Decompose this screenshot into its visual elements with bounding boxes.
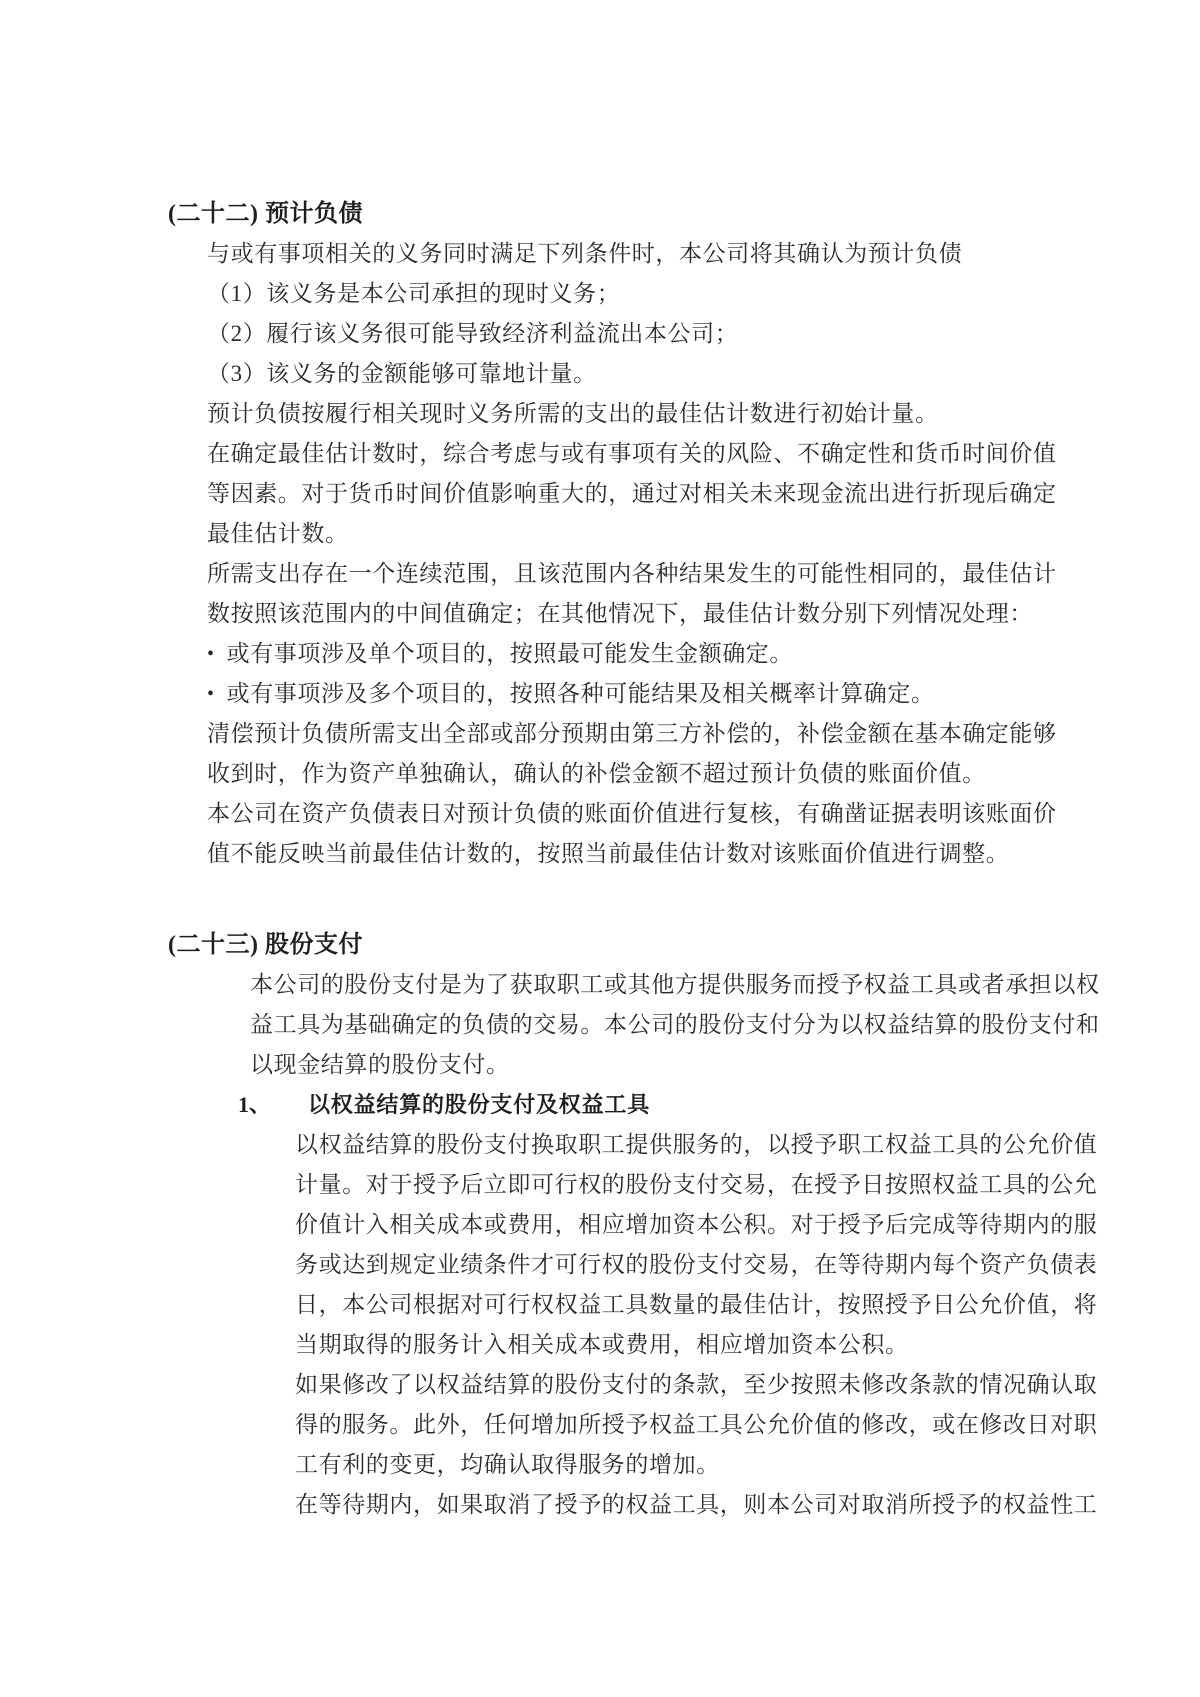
paragraph-line: 益工具为基础确定的负债的交易。本公司的股份支付分为以权益结算的股份支付和 xyxy=(250,1012,1100,1037)
bullet-item xyxy=(207,674,1200,714)
bullet-icon: • xyxy=(207,643,215,665)
paragraph-line: 计量。对于授予后立即可行权的股份支付交易，在授予日按照权益工具的公允 xyxy=(295,1172,1098,1197)
paragraph-line: 以现金结算的股份支付。 xyxy=(250,1052,510,1077)
section-heading-share-based-payment: (二十三) 股份支付 xyxy=(168,932,363,958)
paragraph-line: 在确定最佳估计数时，综合考虑与或有事项有关的风险、不确定性和货币时间价值 xyxy=(207,441,1057,466)
paragraph-line: 以权益结算的股份支付换取职工提供服务的，以授予职工权益工具的公允价值 xyxy=(295,1132,1098,1157)
subsection-number: 1、 xyxy=(238,1092,272,1117)
paragraph-line: 本公司在资产负债表日对预计负债的账面价值进行复核，有确凿证据表明该账面价 xyxy=(207,801,1057,826)
paragraph-line: 所需支出存在一个连续范围，且该范围内各种结果发生的可能性相同的，最佳估计 xyxy=(207,561,1057,586)
bullet-item xyxy=(207,634,1200,674)
section-heading-provisions: (二十二) 预计负债 xyxy=(168,201,363,227)
paragraph-line: 务或达到规定业绩条件才可行权的股份支付交易，在等待期内每个资产负债表 xyxy=(295,1252,1098,1277)
paragraph-line: 本公司的股份支付是为了获取职工或其他方提供服务而授予权益工具或者承担以权 xyxy=(250,972,1100,997)
paragraph-line: 价值计入相关成本或费用，相应增加资本公积。对于授予后完成等待期内的服 xyxy=(295,1212,1098,1237)
paragraph-line: 预计负债按履行相关现时义务所需的支出的最佳估计数进行初始计量。 xyxy=(207,401,939,426)
paragraph-line: 得的服务。此外，任何增加所授予权益工具公允价值的修改，或在修改日对职 xyxy=(295,1412,1098,1437)
numbered-item: （2）履行该义务很可能导致经济利益流出本公司； xyxy=(207,321,739,346)
numbered-item: （1）该义务是本公司承担的现时义务； xyxy=(207,281,621,306)
page-content xyxy=(0,194,1200,1525)
paragraph-line: 数按照该范围内的中间值确定；在其他情况下，最佳估计数分别下列情况处理： xyxy=(207,601,1033,626)
paragraph-line: 清偿预计负债所需支出全部或部分预期由第三方补偿的，补偿金额在基本确定能够 xyxy=(207,721,1057,746)
paragraph-line: 收到时，作为资产单独确认，确认的补偿金额不超过预计负债的账面价值。 xyxy=(207,761,986,786)
paragraph-line: 如果修改了以权益结算的股份支付的条款，至少按照未修改条款的情况确认取 xyxy=(295,1372,1098,1397)
subsection-title: 以权益结算的股份支付及权益工具 xyxy=(308,1092,651,1117)
paragraph-line: 值不能反映当前最佳估计数的，按照当前最佳估计数对该账面价值进行调整。 xyxy=(207,841,1010,866)
paragraph-line: 工有利的变更，均确认取得服务的增加。 xyxy=(295,1452,720,1477)
paragraph-line: 在等待期内，如果取消了授予的权益工具，则本公司对取消所授予的权益性工 xyxy=(295,1492,1098,1517)
paragraph-line: 等因素。对于货币时间价值影响重大的，通过对相关未来现金流出进行折现后确定 xyxy=(207,481,1057,506)
bullet-item-text: 或有事项涉及多个项目的，按照各种可能结果及相关概率计算确定。 xyxy=(226,681,935,706)
paragraph-line: 与或有事项相关的义务同时满足下列条件时，本公司将其确认为预计负债 xyxy=(207,241,963,266)
paragraph-line: 最佳估计数。 xyxy=(207,521,349,546)
numbered-item: （3）该义务的金额能够可靠地计量。 xyxy=(207,361,597,386)
bullet-icon: • xyxy=(207,683,215,705)
bullet-item-text: 或有事项涉及单个项目的，按照最可能发生金额确定。 xyxy=(226,641,794,666)
subsection-heading-equity-settled xyxy=(238,1085,1200,1125)
paragraph-line: 当期取得的服务计入相关成本或费用，相应增加资本公积。 xyxy=(295,1332,909,1357)
paragraph-line: 日，本公司根据对可行权权益工具数量的最佳估计，按照授予日公允价值，将 xyxy=(295,1292,1098,1317)
